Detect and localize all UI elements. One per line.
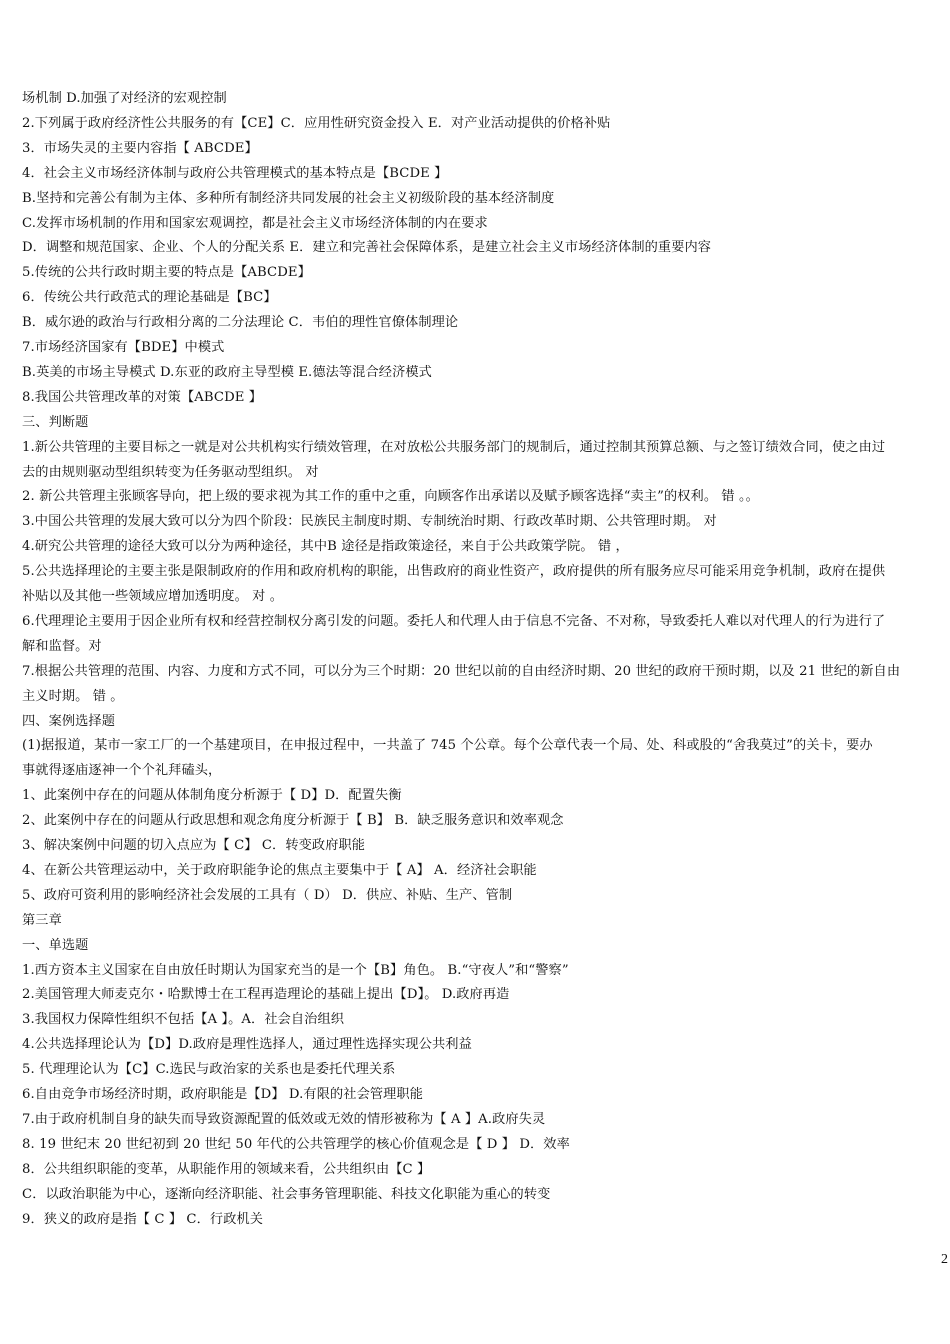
text-line: 6.代理理论主要用于因企业所有权和经营控制权分离引发的问题。委托人和代理人由于信息不完备、不对称，导致委托人难以对代理人的行为进行了 [22, 613, 886, 629]
text-line: 7.由于政府机制自身的缺失而导致资源配置的低效或无效的情形被称为【 A 】A.政府失灵 [22, 1111, 546, 1127]
text-line: 一、单选题 [22, 937, 89, 953]
text-line: 5.传统的公共行政时期主要的特点是【ABCDE】 [22, 265, 311, 281]
text-line: 3.我国权力保障性组织不包括【A 】。A．社会自治组织 [22, 1012, 345, 1028]
text-line: 三、判断题 [22, 414, 89, 430]
text-line: 去的由规则驱动型组织转变为任务驱动型组织。 对 [22, 464, 319, 480]
page-number: 2 [941, 1252, 948, 1267]
text-line: (1)据报道，某市一家工厂的一个基建项目，在申报过程中，一共盖了 745 个公章。每个公章代表一个局、处、科或股的“舍我莫过”的关卡，要办 [22, 738, 873, 754]
text-line: B．威尔逊的政治与行政相分离的二分法理论 C．韦伯的理性官僚体制理论 [22, 315, 459, 331]
text-line: B.坚持和完善公有制为主体、多种所有制经济共同发展的社会主义初级阶段的基本经济制度 [22, 190, 555, 206]
text-line: 2.美国管理大师麦克尔・哈默博士在工程再造理论的基础上提出【D】。 D.政府再造 [22, 987, 510, 1003]
text-line: 8．公共组织职能的变革，从职能作用的领域来看，公共组织由【C 】 [22, 1161, 431, 1177]
text-line: 场机制 D.加强了对经济的宏观控制 [22, 91, 227, 106]
text-line: 3、解决案例中问题的切入点应为【 C】 C．转变政府职能 [22, 838, 366, 853]
text-line: 3.中国公共管理的发展大致可以分为四个阶段：民族民主制度时期、专制统治时期、行政改革时期、公共管理时期。 对 [22, 514, 717, 530]
text-line: 4、在新公共管理运动中，关于政府职能争论的焦点主要集中于【 A】 A．经济社会职能 [22, 862, 537, 878]
text-line: 主义时期。 错 。 [22, 688, 124, 704]
text-line: 2.下列属于政府经济性公共服务的有【CE】C．应用性研究资金投入 E．对产业活动提供的价格补贴 [22, 115, 611, 131]
text-line: 4.研究公共管理的途径大致可以分为两种途径，其中B 途径是指政策途径，来自于公共政策学院。 错 ， [22, 539, 629, 555]
text-line: 4．社会主义市场经济体制与政府公共管理模式的基本特点是【BCDE 】 [22, 165, 448, 181]
text-line: 第三章 [22, 912, 62, 928]
text-line: 4.公共选择理论认为【D】D.政府是理性选择人，通过理性选择实现公共利益 [22, 1037, 472, 1053]
text-line: 1.西方资本主义国家在自由放任时期认为国家充当的是一个【B】角色。 B.“守夜人”和“警察” [22, 962, 569, 978]
text-line: 9．狭义的政府是指【 C 】 C．行政机关 [22, 1211, 264, 1227]
text-line: 8.我国公共管理改革的对策【ABCDE 】 [22, 389, 263, 405]
text-line: 3．市场失灵的主要内容指【 ABCDE】 [22, 140, 258, 156]
text-line: 1、此案例中存在的问题从体制角度分析源于【 D】D．配置失衡 [22, 788, 402, 804]
text-line: 2、此案例中存在的问题从行政思想和观念角度分析源于【 B】 B．缺乏服务意识和效率观念 [22, 813, 564, 829]
text-line: C.发挥市场机制的作用和国家宏观调控，都是社会主义市场经济体制的内在要求 [22, 215, 488, 231]
text-line: D．调整和规范国家、企业、个人的分配关系 E．建立和完善社会保障体系，是建立社会主义市场经济体制的重要内容 [22, 240, 712, 256]
text-line: 7.根据公共管理的范围、内容、力度和方式不同，可以分为三个时期：20 世纪以前的自由经济时期、20 世纪的政府干预时期，以及 21 世纪的新自由 [22, 663, 901, 679]
text-line: 2. 新公共管理主张顾客导向，把上级的要求视为其工作的重中之重，向顾客作出承诺以及赋予顾客选择“卖主”的权利。 错 。。 [22, 489, 759, 505]
text-line: 四、案例选择题 [22, 713, 116, 729]
text-line: 7.市场经济国家有【BDE】中模式 [22, 340, 225, 355]
text-line: 5.公共选择理论的主要主张是限制政府的作用和政府机构的职能，出售政府的商业性资产，政府提供的所有服务应尽可能采用竞争机制，政府在提供 [22, 564, 886, 580]
text-line: 1.新公共管理的主要目标之一就是对公共机构实行绩效管理，在对放松公共服务部门的规制后，通过控制其预算总额、与之签订绩效合同，使之由过 [22, 439, 886, 455]
text-line: 事就得逐庙逐神一个个礼拜磕头， [22, 763, 222, 779]
text-line: 补贴以及其他一些领域应增加透明度。 对 。 [22, 589, 284, 604]
text-line: C．以政治职能为中心，逐渐向经济职能、社会事务管理职能、科技文化职能为重心的转变 [22, 1186, 551, 1202]
text-line: 8. 19 世纪末 20 世纪初到 20 世纪 50 年代的公共管理学的核心价值观念是【 D 】 D．效率 [22, 1136, 570, 1152]
text-line: 5. 代理理论认为【C】C.选民与政治家的关系也是委托代理关系 [22, 1062, 396, 1078]
text-line: 解和监督。对 [22, 638, 102, 654]
text-line: B.英美的市场主导模式 D.东亚的政府主导型模 E.德法等混合经济模式 [22, 364, 432, 380]
text-line: 6．传统公共行政范式的理论基础是【BC】 [22, 290, 277, 306]
text-line: 5、政府可资利用的影响经济社会发展的工具有（ D） D．供应、补贴、生产、管制 [22, 887, 513, 903]
text-line: 6.自由竞争市场经济时期，政府职能是【D】 D.有限的社会管理职能 [22, 1087, 424, 1102]
